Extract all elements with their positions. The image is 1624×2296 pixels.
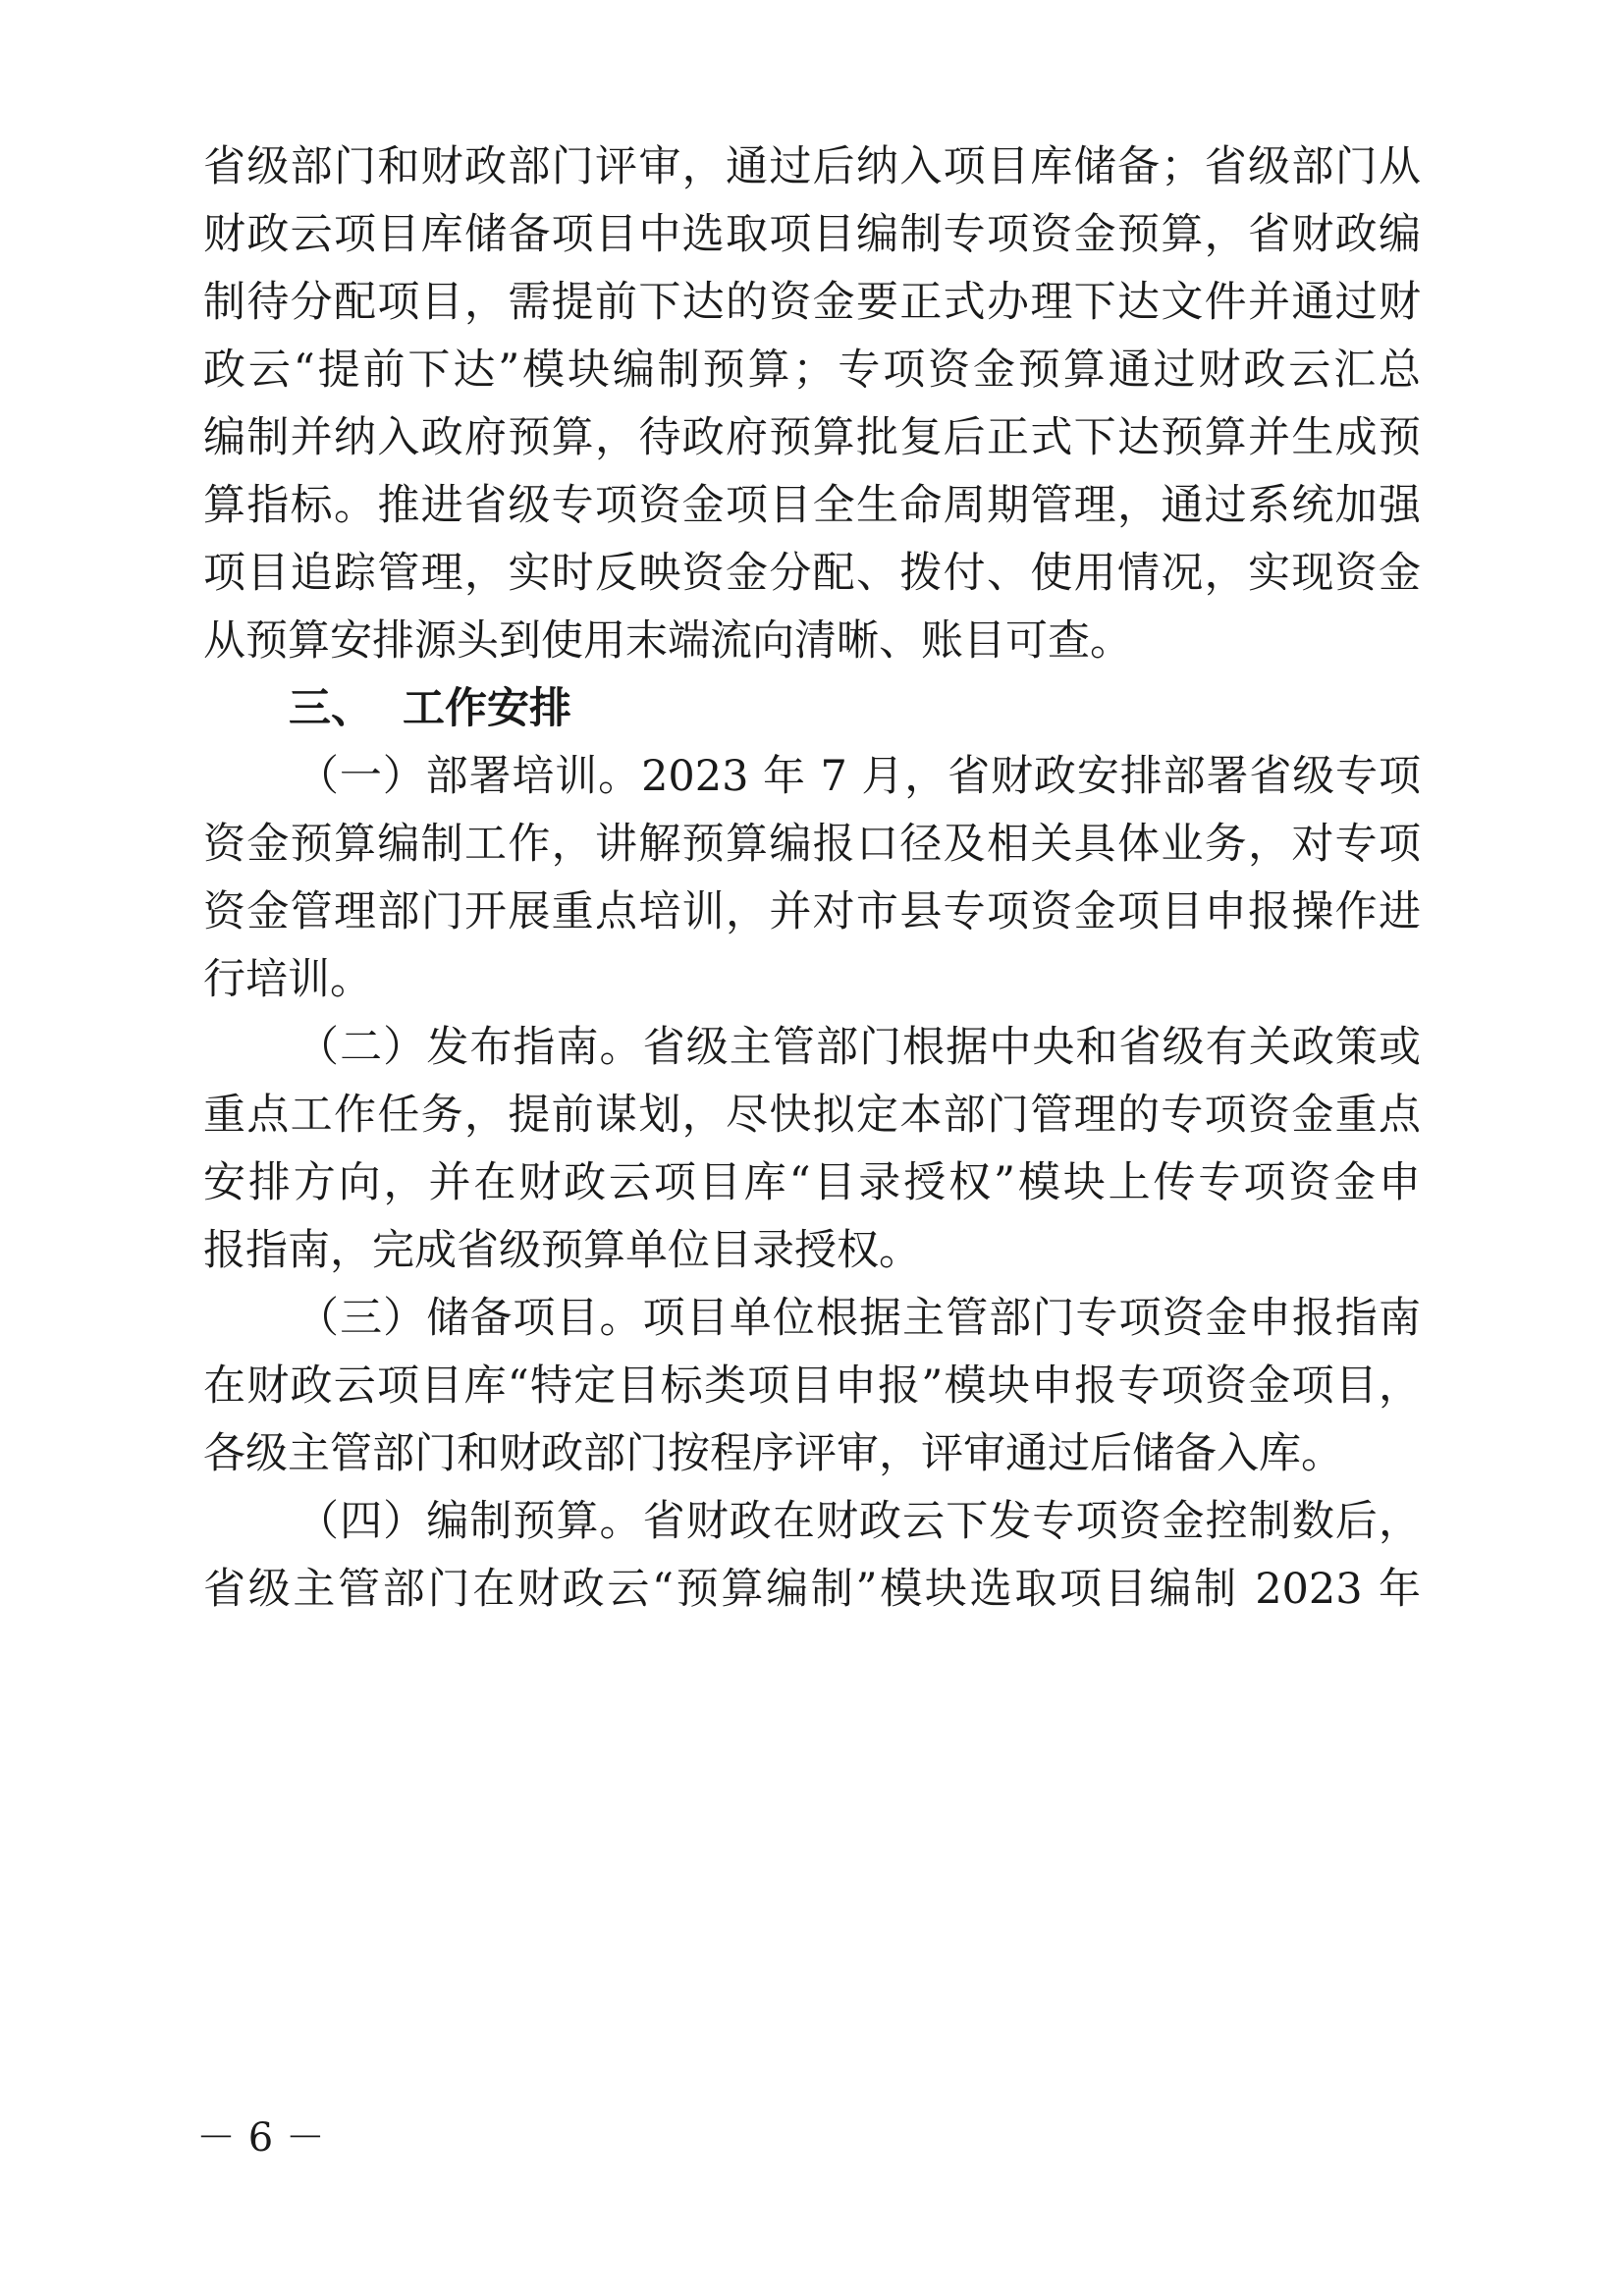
text-line: 各级主管部门和财政部门按程序评审，评审通过后储备入库。 xyxy=(203,1429,1343,1478)
paragraph-first-line: （一）部署培训。2023 年 7 月，省财政安排部署省级专项 xyxy=(297,752,1421,801)
text-line: 资金预算编制工作，讲解预算编报口径及相关具体业务，对专项 xyxy=(203,820,1421,869)
section-heading xyxy=(289,669,571,748)
paragraph-first-line: （三）储备项目。项目单位根据主管部门专项资金申报指南 xyxy=(297,1294,1421,1343)
text-line: 财政云项目库储备项目中选取项目编制专项资金预算，省财政编 xyxy=(203,210,1421,259)
text-line: 行培训。 xyxy=(203,955,372,1004)
text-line: 重点工作任务，提前谋划，尽快拟定本部门管理的专项资金重点 xyxy=(203,1091,1421,1140)
paragraph-first-line: （二）发布指南。省级主管部门根据中央和省级有关政策或 xyxy=(297,1023,1421,1072)
text-line: 在财政云项目库“特定目标类项目申报”模块申报专项资金项目， xyxy=(203,1362,1421,1411)
text-line: 安排方向，并在财政云项目库“目录授权”模块上传专项资金申 xyxy=(203,1158,1421,1207)
text-line: 政云“提前下达”模块编制预算；专项资金预算通过财政云汇总 xyxy=(203,346,1421,395)
page-number: － 6 － xyxy=(196,2115,325,2161)
text-line: 编制并纳入政府预算，待政府预算批复后正式下达预算并生成预 xyxy=(203,413,1421,462)
text-line: 算指标。推进省级专项资金项目全生命周期管理，通过系统加强 xyxy=(203,481,1421,530)
text-line: 报指南，完成省级预算单位目录授权。 xyxy=(203,1226,921,1275)
text-line: 省级部门和财政部门评审，通过后纳入项目库储备；省级部门从 xyxy=(203,142,1421,191)
section-number: 三、 xyxy=(289,684,373,733)
text-line: 项目追踪管理，实时反映资金分配、拨付、使用情况，实现资金 xyxy=(203,549,1421,598)
paragraph-first-line: （四）编制预算。省财政在财政云下发专项资金控制数后， xyxy=(297,1497,1421,1546)
text-line: 从预算安排源头到使用末端流向清晰、账目可查。 xyxy=(203,616,1132,666)
text-line: 省级主管部门在财政云“预算编制”模块选取项目编制 2023 年 xyxy=(203,1565,1421,1614)
section-title: 工作安排 xyxy=(403,684,571,733)
text-line: 制待分配项目，需提前下达的资金要正式办理下达文件并通过财 xyxy=(203,278,1421,327)
text-line: 资金管理部门开展重点培训，并对市县专项资金项目申报操作进 xyxy=(203,887,1421,936)
